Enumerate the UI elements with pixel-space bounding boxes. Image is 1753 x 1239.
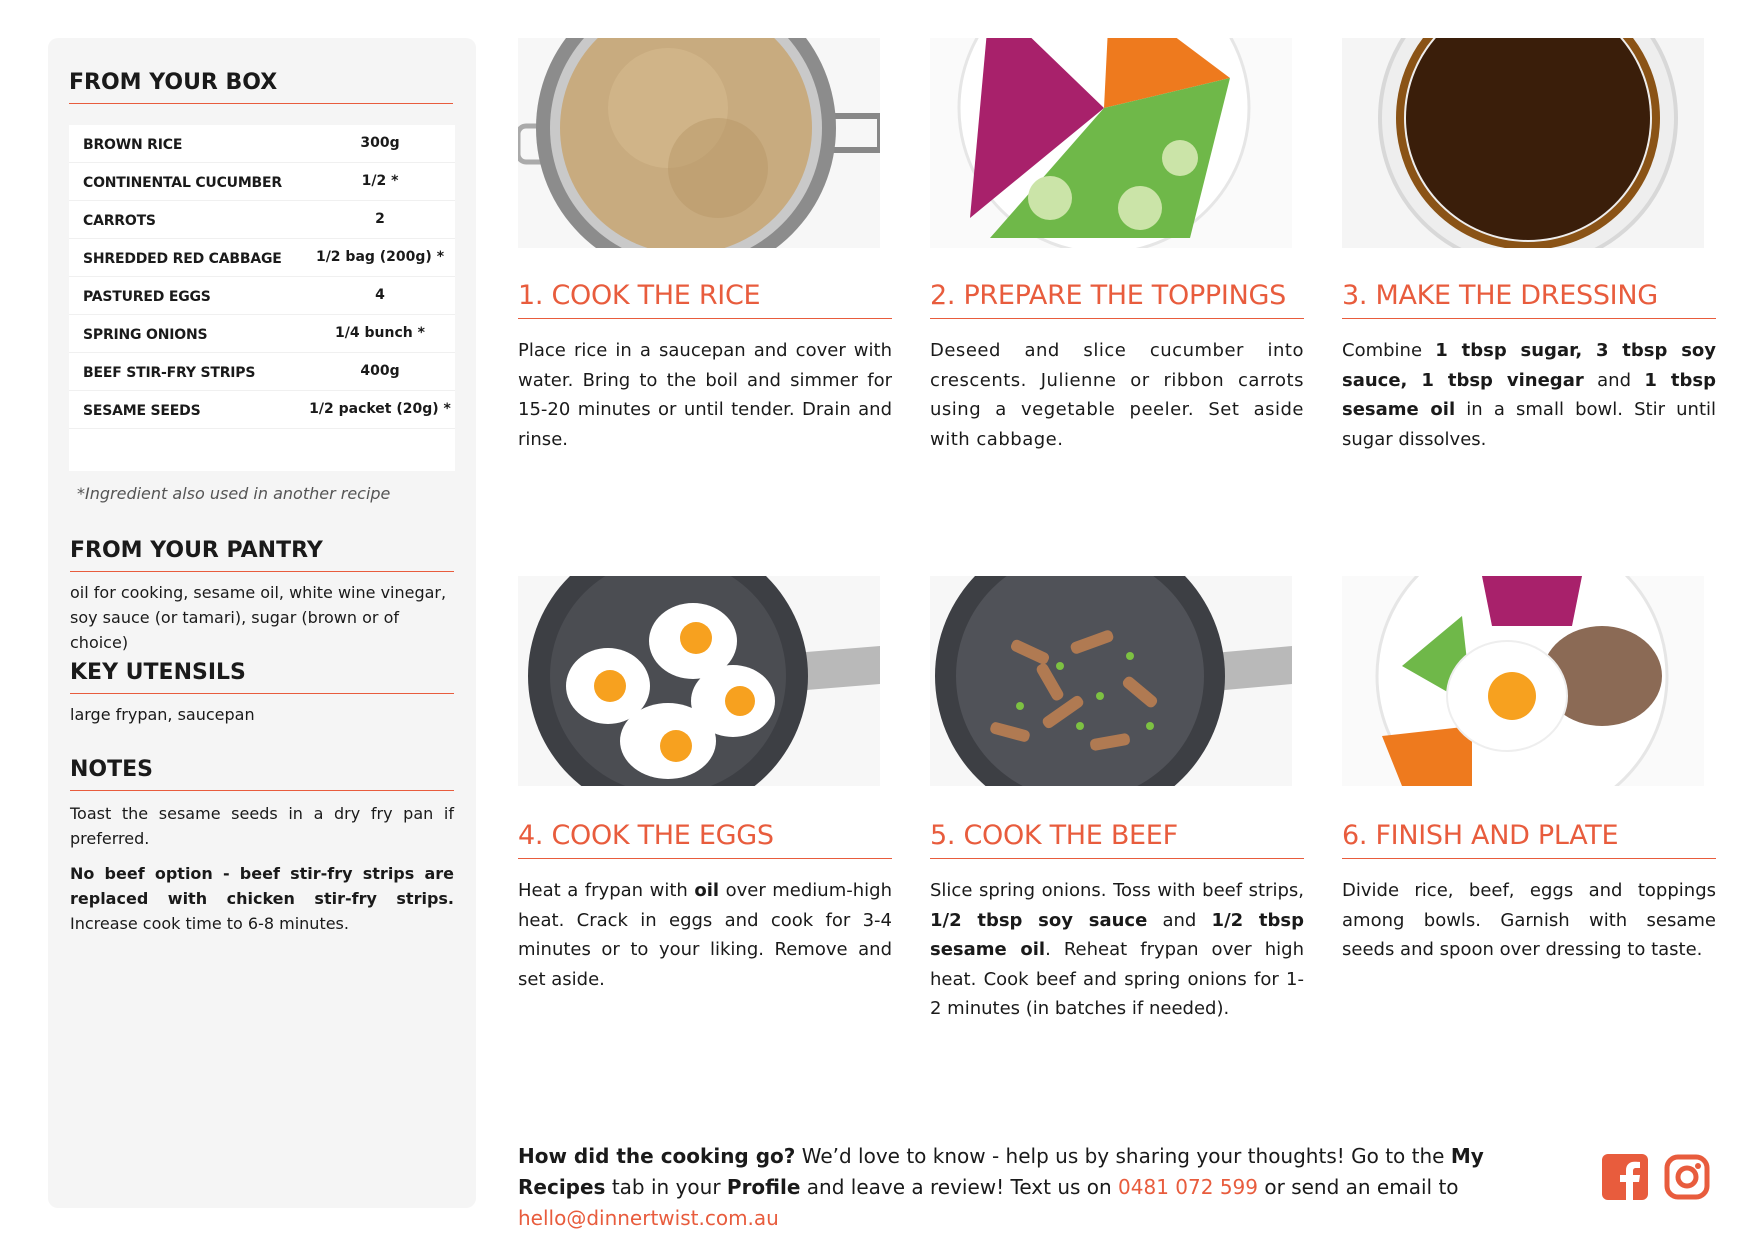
step-4-heading: 4. COOK THE EGGS [518,820,892,859]
pantry-text: oil for cooking, sesame oil, white wine vinegar, soy sauce (or tamari), sugar (brown or of choice) [70,583,447,652]
ingredient-qty: 1/2 packet (20g) * [309,401,451,417]
notes-text-2 [70,861,454,936]
ingredient-footnote: *Ingredient also used in another recipe [77,484,391,503]
ingredient-qty: 1/4 bunch * [335,325,425,341]
table-row [69,239,455,277]
table-row [69,125,455,163]
step-3-text: Combine 1 tbsp sugar, 3 tbsp soy sauce, 1 tbsp vinegar and 1 tbsp sesame oil in a small bowl. Stir until sugar dissolves. [1342,340,1717,450]
ingredient-qty: 300g [360,135,400,151]
ingredient-name: PASTURED EGGS [83,289,211,305]
ingredient-qty: 400g [360,363,400,379]
ingredients-sidebar [48,38,476,1208]
ingredient-name: BROWN RICE [83,137,183,153]
table-row [69,201,455,239]
step-6-text: Divide rice, beef, eggs and toppings among bowls. Garnish with sesame seeds and spoon over dressing to taste. [1342,880,1716,960]
step-2-text: Deseed and slice cucumber into crescents. Julienne or ribbon carrots using a vegetable peeler. Set aside with cabbage. [930,340,1304,450]
notes-rest: Increase cook time to 6-8 minutes. [70,914,349,933]
notes-bold: No beef option - beef stir-fry strips are replaced with chicken stir-fry strips. [70,864,454,908]
table-row [69,391,455,429]
utensils-text: large frypan, saucepan [70,705,255,724]
step-1-heading: 1. COOK THE RICE [518,280,892,319]
ingredient-name: SHREDDED RED CABBAGE [83,251,282,267]
ingredient-name: CARROTS [83,213,156,229]
step-1-photo [518,38,880,248]
table-row [69,163,455,201]
step-5-text: Slice spring onions. Toss with beef strips, 1/2 tbsp soy sauce and 1/2 tbsp sesame oil. Reheat frypan over high heat. Cook beef and spring onions for 1-2 minutes (in batches if needed). [930,880,1305,1019]
ingredients-table [69,125,455,471]
profile-label: Profile [726,1175,801,1199]
step-2-heading: 2. PREPARE THE TOPPINGS [930,280,1304,319]
table-row [69,277,455,315]
ingredient-name: CONTINENTAL CUCUMBER [83,175,282,191]
table-row [69,353,455,391]
step-6-heading: 6. FINISH AND PLATE [1342,820,1716,859]
notes-text-1: Toast the sesame seeds in a dry fry pan if preferred. [70,804,454,848]
from-your-box-heading: FROM YOUR BOX [69,70,453,104]
ingredient-qty: 2 [375,211,385,227]
my-recipes-label: My Recipes [518,1144,1484,1199]
table-row [69,315,455,353]
ingredient-name: SPRING ONIONS [83,327,208,343]
step-5-heading: 5. COOK THE BEEF [930,820,1304,859]
ingredient-qty: 1/2 * [361,173,399,189]
email-link[interactable]: hello@dinnertwist.com.au [518,1206,779,1230]
step-1-text: Place rice in a saucepan and cover with water. Bring to the boil and simmer for 15-20 minutes or until tender. Drain and rinse. [518,340,892,450]
instagram-icon[interactable] [1664,1154,1710,1200]
step-2-photo [930,38,1292,248]
ingredient-name: BEEF STIR-FRY STRIPS [83,365,256,381]
facebook-icon[interactable] [1602,1154,1648,1200]
step-6-photo [1342,576,1704,786]
notes-heading: NOTES [70,757,454,791]
phone-link[interactable]: 0481 072 599 [1118,1175,1259,1199]
step-3-heading: 3. MAKE THE DRESSING [1342,280,1716,319]
ingredient-qty: 1/2 bag (200g) * [315,249,445,265]
ingredient-name: SESAME SEEDS [83,403,201,419]
ingredient-qty: 4 [375,287,385,303]
key-utensils-heading: KEY UTENSILS [70,660,454,694]
step-4-photo [518,576,880,786]
step-4-text: Heat a frypan with oil over medium-high heat. Crack in eggs and cook for 3-4 minutes or to your liking. Remove and set aside. [518,880,892,990]
step-5-photo [930,576,1292,786]
footer-question: How did the cooking go? [518,1144,796,1168]
step-3-photo [1342,38,1704,248]
feedback-footer: How did the cooking go? We’d love to know - help us by sharing your thoughts! Go to the My Recipes tab in your Profile and leave a review! Text us on 0481 072 599 or send an email to hello@dinnertwist.com.au [518,1144,1484,1230]
from-your-pantry-heading: FROM YOUR PANTRY [70,538,454,572]
